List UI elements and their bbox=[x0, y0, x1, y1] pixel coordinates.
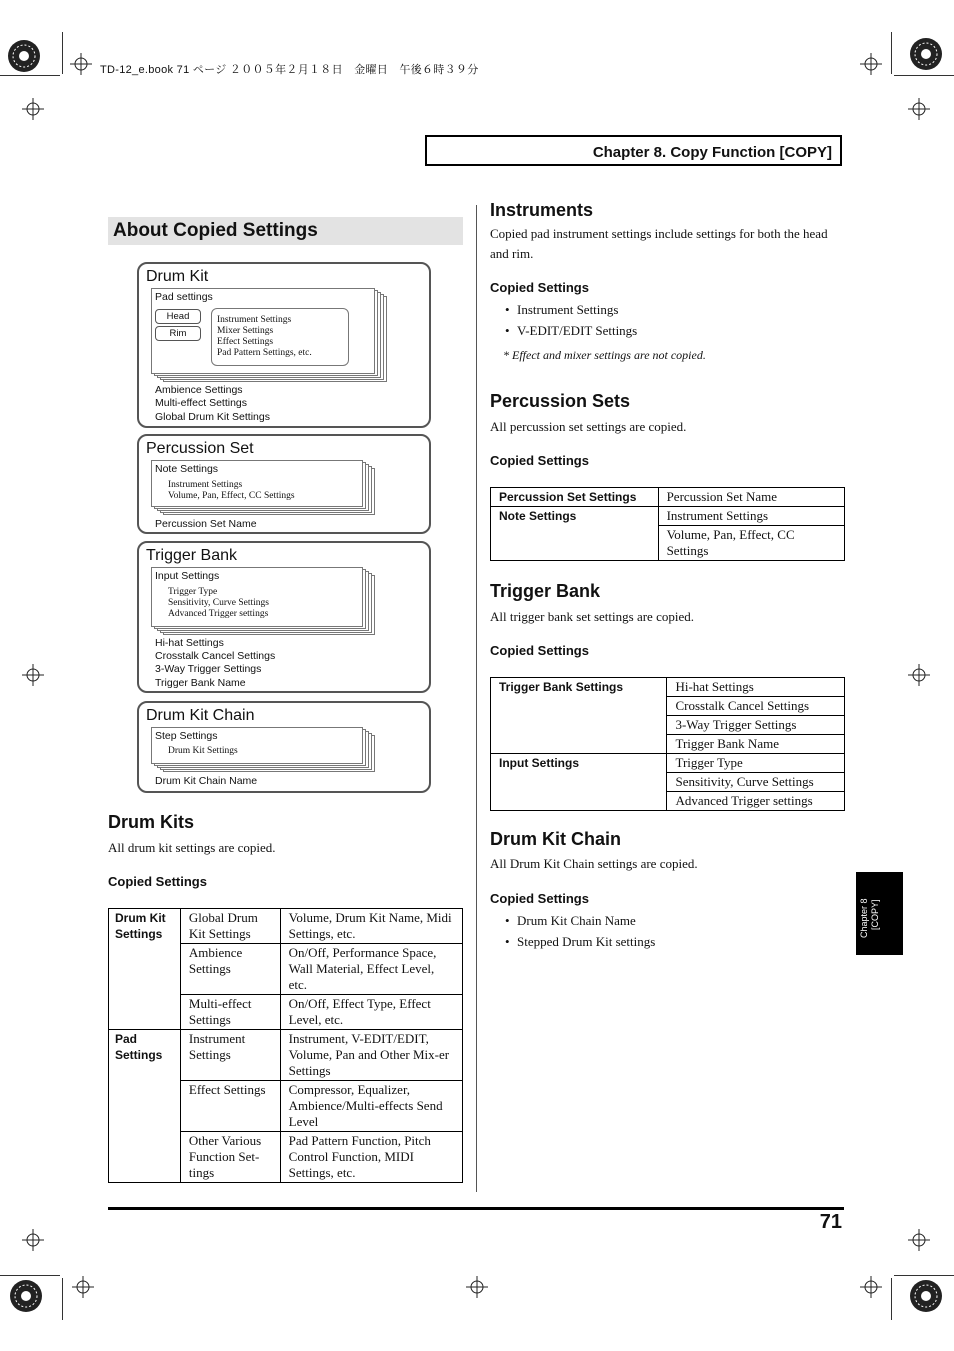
trigger-bank-item: Trigger Bank Name bbox=[155, 677, 246, 689]
trigger-bank-item: 3-Way Trigger Settings bbox=[155, 663, 262, 675]
crop-mark bbox=[891, 32, 892, 74]
registration-target-icon bbox=[908, 36, 944, 72]
table-cell: Instrument Settings bbox=[180, 1030, 280, 1081]
drum-kit-item: Multi-effect Settings bbox=[155, 397, 248, 409]
percussion-sets-copied-label: Copied Settings bbox=[490, 453, 589, 468]
table-cell: Instrument, V-EDIT/EDIT, Volume, Pan and Other Mix-er Settings bbox=[280, 1030, 462, 1081]
pad-item: Effect Settings bbox=[217, 337, 274, 347]
table-cell: Percussion Set Name bbox=[658, 488, 844, 507]
pad-item: Mixer Settings bbox=[217, 326, 274, 336]
percussion-set-item: Percussion Set Name bbox=[155, 518, 257, 530]
table-cell: Compressor, Equalizer, Ambience/Multi-effects Send Level bbox=[280, 1081, 462, 1132]
pad-settings-label: Pad settings bbox=[155, 291, 213, 303]
diagram-drum-kit-chain bbox=[137, 701, 431, 793]
trigger-bank-intro: All trigger bank set settings are copied. bbox=[490, 609, 694, 624]
table-cell: Hi-hat Settings bbox=[667, 678, 845, 697]
trigger-bank-copied-label: Copied Settings bbox=[490, 643, 589, 658]
instruments-copied-label: Copied Settings bbox=[490, 280, 589, 295]
table-cell: Ambience Settings bbox=[180, 944, 280, 995]
chapter-side-tab bbox=[856, 872, 903, 955]
table-cell: Advanced Trigger settings bbox=[667, 792, 845, 811]
crop-mark bbox=[0, 75, 60, 76]
side-tab-copy: [COPY] bbox=[870, 899, 880, 930]
instruments-intro: Copied pad instrument settings include settings for both the head and rim. bbox=[490, 226, 828, 261]
list-item: • V-EDIT/EDIT Settings bbox=[505, 323, 637, 344]
step-item: Drum Kit Settings bbox=[168, 746, 238, 756]
trigger-bank-heading: Trigger Bank bbox=[490, 581, 601, 601]
step-settings-label: Step Settings bbox=[155, 730, 218, 742]
table-row bbox=[491, 678, 845, 697]
input-item: Advanced Trigger settings bbox=[168, 609, 269, 619]
footer-rule bbox=[108, 1207, 844, 1210]
diagram-title: Trigger Bank bbox=[146, 547, 237, 564]
diagram-title: Percussion Set bbox=[146, 440, 254, 457]
trigger-bank-table bbox=[490, 677, 845, 811]
crosshair-icon bbox=[72, 1276, 94, 1298]
table-group-label: Note Settings bbox=[491, 507, 659, 561]
diagram-trigger-bank bbox=[137, 541, 431, 693]
table-row bbox=[491, 507, 845, 526]
crosshair-icon bbox=[908, 664, 930, 686]
diagram-title: Drum Kit Chain bbox=[146, 707, 255, 724]
print-header: TD-12_e.book 71 ページ ２００５年２月１８日 金曜日 午後６時３９分 bbox=[100, 64, 479, 76]
input-item: Trigger Type bbox=[168, 587, 218, 597]
pad-settings-callout bbox=[211, 308, 349, 366]
table-group-label: Drum Kit Settings bbox=[109, 909, 181, 1030]
crop-mark bbox=[891, 1278, 892, 1320]
crosshair-icon bbox=[22, 98, 44, 120]
table-row bbox=[491, 754, 845, 773]
table-row bbox=[491, 488, 845, 507]
page-number: 71 bbox=[819, 1211, 842, 1233]
crop-mark bbox=[62, 32, 63, 74]
drum-kit-chain-copied-label: Copied Settings bbox=[490, 891, 589, 906]
table-row bbox=[109, 909, 463, 944]
crosshair-icon bbox=[22, 664, 44, 686]
crosshair-icon bbox=[908, 1229, 930, 1251]
input-item: Sensitivity, Curve Settings bbox=[168, 598, 269, 608]
crop-mark bbox=[0, 1275, 60, 1276]
chapter-header bbox=[425, 135, 842, 166]
diagram-title: Drum Kit bbox=[146, 268, 209, 285]
registration-target-icon bbox=[8, 1278, 44, 1314]
table-group-label: Pad Settings bbox=[109, 1030, 181, 1183]
diagram-percussion-set bbox=[137, 434, 431, 534]
percussion-sets-table bbox=[490, 487, 845, 561]
table-cell: Instrument Settings bbox=[658, 507, 844, 526]
percussion-sets-heading: Percussion Sets bbox=[490, 391, 631, 411]
crosshair-icon bbox=[70, 53, 92, 75]
note-settings-stack bbox=[151, 460, 387, 515]
table-cell: Pad Pattern Function, Pitch Control Function, MIDI Settings, etc. bbox=[280, 1132, 462, 1183]
list-item: • Instrument Settings bbox=[505, 302, 637, 323]
crop-mark bbox=[894, 1275, 954, 1276]
table-cell: Multi-effect Settings bbox=[180, 995, 280, 1030]
table-cell: Other Various Function Set-tings bbox=[180, 1132, 280, 1183]
trigger-bank-item: Crosstalk Cancel Settings bbox=[155, 650, 276, 662]
diagram-drum-kit bbox=[137, 262, 431, 428]
table-cell: Crosstalk Cancel Settings bbox=[667, 697, 845, 716]
table-cell: Global Drum Kit Settings bbox=[180, 909, 280, 944]
drum-kit-item: Global Drum Kit Settings bbox=[155, 411, 270, 423]
drum-kits-table bbox=[108, 908, 463, 1183]
table-cell: Trigger Bank Name bbox=[667, 735, 845, 754]
crosshair-icon bbox=[466, 1276, 488, 1298]
table-cell: Volume, Pan, Effect, CC Settings bbox=[658, 526, 844, 561]
list-item: • Stepped Drum Kit settings bbox=[505, 934, 655, 955]
head-label: Head bbox=[155, 309, 201, 324]
registration-target-icon bbox=[908, 1278, 944, 1314]
drum-kits-intro: All drum kit settings are copied. bbox=[108, 840, 276, 855]
crosshair-icon bbox=[22, 1229, 44, 1251]
column-divider bbox=[476, 205, 477, 1192]
table-cell: On/Off, Effect Type, Effect Level, etc. bbox=[280, 995, 462, 1030]
instruments-note: * Effect and mixer settings are not copied. bbox=[503, 348, 706, 362]
note-item: Volume, Pan, Effect, CC Settings bbox=[168, 491, 295, 501]
drum-kit-chain-item: Drum Kit Chain Name bbox=[155, 775, 258, 787]
crosshair-icon bbox=[908, 98, 930, 120]
drum-kit-chain-heading: Drum Kit Chain bbox=[490, 829, 622, 849]
input-settings-stack bbox=[151, 567, 387, 635]
rim-label: Rim bbox=[155, 326, 201, 341]
drum-kits-copied-label: Copied Settings bbox=[108, 874, 207, 889]
table-cell: On/Off, Performance Space, Wall Material, Effect Level, etc. bbox=[280, 944, 462, 995]
table-cell: Volume, Drum Kit Name, Midi Settings, etc. bbox=[280, 909, 462, 944]
table-cell: Sensitivity, Curve Settings bbox=[667, 773, 845, 792]
table-group-label: Trigger Bank Settings bbox=[491, 678, 667, 754]
crosshair-icon bbox=[860, 1276, 882, 1298]
pad-item: Pad Pattern Settings, etc. bbox=[217, 348, 312, 358]
pad-item: Instrument Settings bbox=[217, 315, 292, 325]
instruments-list bbox=[505, 302, 637, 344]
input-settings-label: Input Settings bbox=[155, 570, 220, 582]
side-tab-chapter: Chapter 8 bbox=[859, 898, 869, 938]
table-group-label: Input Settings bbox=[491, 754, 667, 811]
drum-kit-chain-intro: All Drum Kit Chain settings are copied. bbox=[490, 856, 698, 871]
section-title-band bbox=[108, 217, 463, 245]
crosshair-icon bbox=[860, 53, 882, 75]
pad-settings-stack bbox=[151, 288, 387, 382]
step-settings-stack bbox=[151, 727, 387, 773]
instruments-heading: Instruments bbox=[490, 200, 594, 220]
drum-kits-heading: Drum Kits bbox=[108, 812, 195, 832]
crop-mark bbox=[894, 75, 954, 76]
table-row bbox=[109, 1030, 463, 1081]
note-item: Instrument Settings bbox=[168, 480, 243, 490]
section-title: About Copied Settings bbox=[113, 220, 318, 241]
note-settings-label: Note Settings bbox=[155, 463, 219, 475]
table-cell: Effect Settings bbox=[180, 1081, 280, 1132]
crop-mark bbox=[62, 1278, 63, 1320]
percussion-sets-intro: All percussion set settings are copied. bbox=[490, 419, 687, 434]
drum-kit-item: Ambience Settings bbox=[155, 384, 243, 396]
drum-kit-chain-list bbox=[505, 913, 655, 955]
table-cell: 3-Way Trigger Settings bbox=[667, 716, 845, 735]
table-group-label: Percussion Set Settings bbox=[491, 488, 659, 507]
registration-target-icon bbox=[6, 38, 42, 74]
list-item: • Drum Kit Chain Name bbox=[505, 913, 655, 934]
trigger-bank-item: Hi-hat Settings bbox=[155, 637, 224, 649]
table-cell: Trigger Type bbox=[667, 754, 845, 773]
chapter-title: Chapter 8. Copy Function [COPY] bbox=[592, 144, 832, 161]
